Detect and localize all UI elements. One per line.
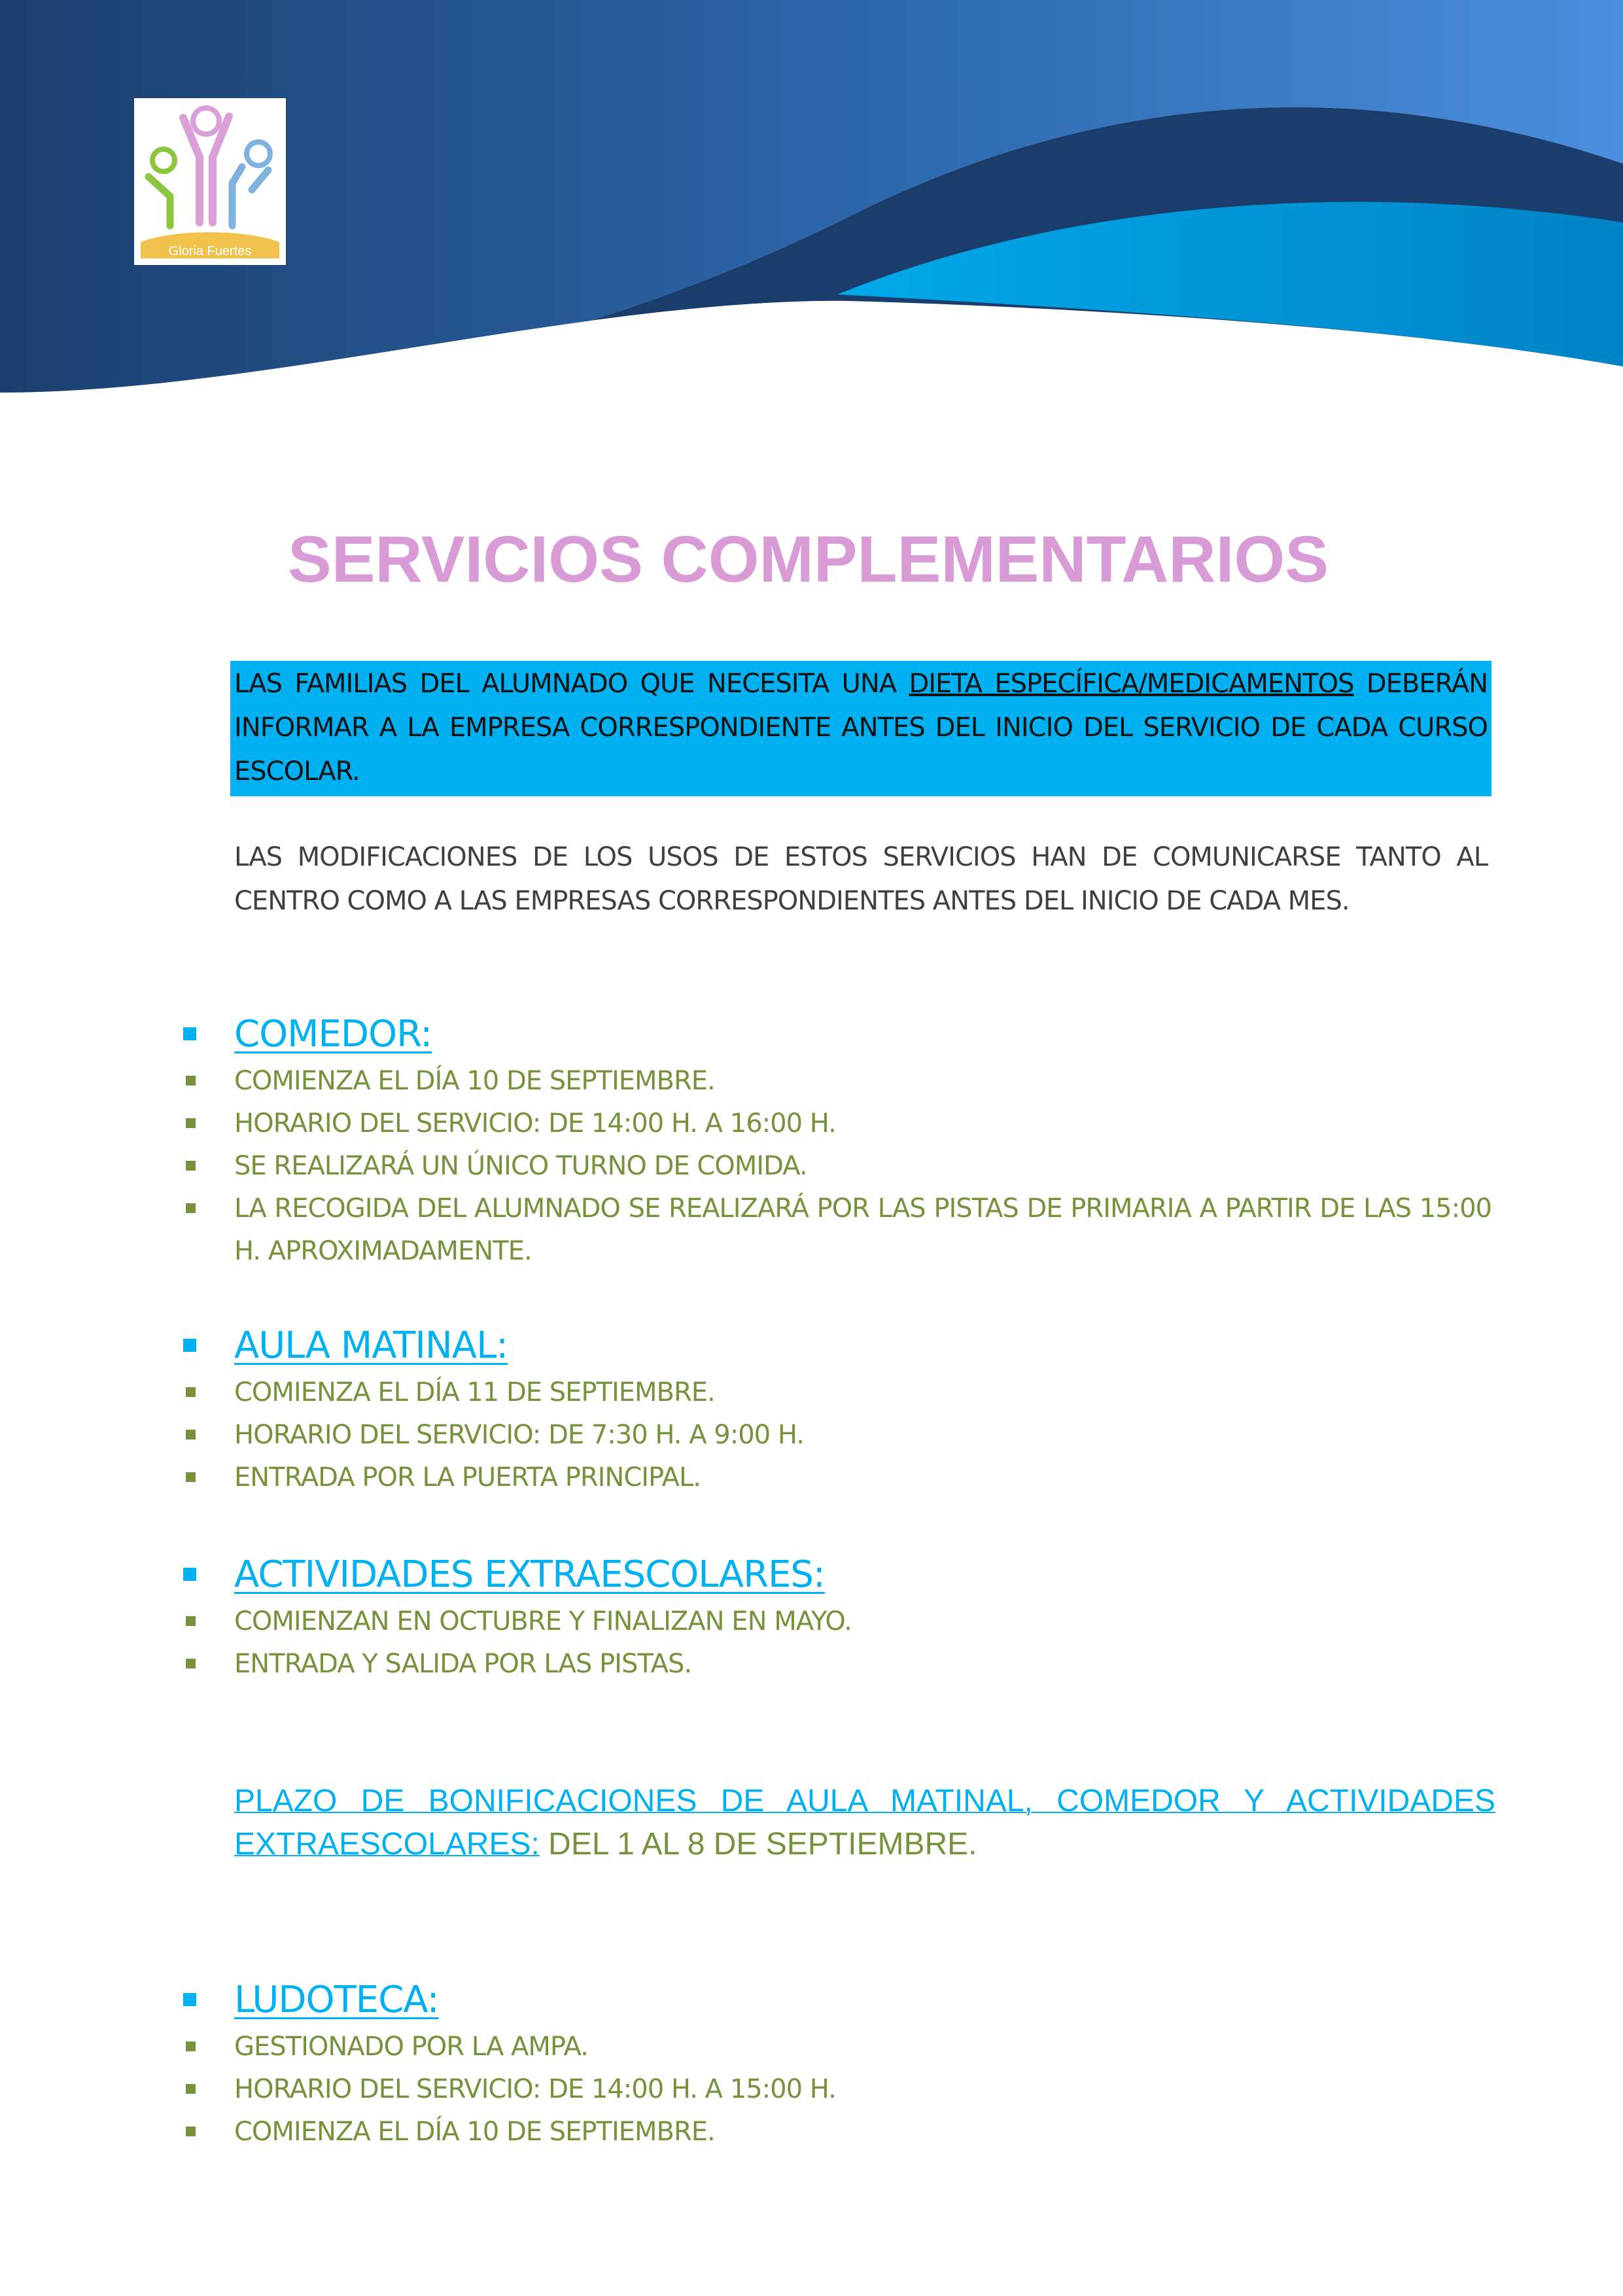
square-bullet-icon — [186, 1076, 196, 1086]
list-item-text: COMIENZAN EN OCTUBRE Y FINALIZAN EN MAYO. — [234, 1606, 852, 1636]
logo-text: Gloria Fuertes — [168, 244, 252, 258]
square-bullet-icon — [183, 1027, 196, 1040]
section-heading — [183, 1319, 1492, 1371]
section-ludoteca — [183, 1973, 1492, 2153]
list-item — [183, 1145, 1492, 1188]
square-bullet-icon — [186, 1659, 196, 1669]
section-heading — [183, 1548, 1492, 1600]
list-item-text: ENTRADA Y SALIDA POR LAS PISTAS. — [234, 1649, 692, 1679]
list-item-text: SE REALIZARÁ UN ÚNICO TURNO DE COMIDA. — [234, 1151, 807, 1181]
square-bullet-icon — [186, 1387, 196, 1397]
list-item-text: HORARIO DEL SERVICIO: DE 14:00 H. A 15:00 H. — [234, 2074, 836, 2104]
square-bullet-icon — [186, 2084, 196, 2094]
school-logo — [134, 98, 286, 265]
list-item — [183, 1060, 1492, 1103]
square-bullet-icon — [183, 1568, 196, 1581]
list-item-text: LA RECOGIDA DEL ALUMNADO SE REALIZARÁ POR LAS PISTAS DE PRIMARIA A PARTIR DE LAS 15:00 H. APROXIMADAMENTE. — [234, 1193, 1492, 1266]
modifications-notice: LAS MODIFICACIONES DE LOS USOS DE ESTOS SERVICIOS HAN DE COMUNICARSE TANTO AL CENTRO COMO A LAS EMPRESAS CORRESPONDIENTES ANTES DEL INICIO DE CADA MES. — [234, 842, 1488, 916]
bonificaciones-link[interactable]: PLAZO DE BONIFICACIONES DE AULA MATINAL, COMEDOR Y ACTIVIDADES EXTRAESCOLARES: — [234, 1784, 1495, 1862]
square-bullet-icon — [186, 1203, 196, 1213]
section-comedor — [183, 1008, 1492, 1273]
square-bullet-icon — [186, 1161, 196, 1171]
extraescolares-list — [183, 1600, 1492, 1686]
bonificaciones-dates: DEL 1 AL 8 DE SEPTIEMBRE. — [539, 1827, 977, 1862]
list-item-text: COMIENZA EL DÍA 11 DE SEPTIEMBRE. — [234, 1377, 715, 1407]
square-bullet-icon — [186, 1118, 196, 1128]
list-item-text: COMIENZA EL DÍA 10 DE SEPTIEMBRE. — [234, 2117, 715, 2147]
list-item — [183, 1103, 1492, 1145]
list-item — [183, 1600, 1492, 1643]
section-title-aula-matinal: AULA MATINAL: — [234, 1324, 508, 1367]
notice-underlined-text: DIETA ESPECÍFICA/MEDICAMENTOS — [909, 669, 1354, 699]
list-item — [183, 1457, 1492, 1499]
aula-matinal-list — [183, 1371, 1492, 1499]
list-item-text: COMIENZA EL DÍA 10 DE SEPTIEMBRE. — [234, 1066, 715, 1096]
list-item — [183, 1188, 1492, 1273]
square-bullet-icon — [186, 1430, 196, 1439]
section-heading — [183, 1008, 1492, 1060]
list-item — [183, 2026, 1492, 2068]
notice-text-after: DEBERÁN INFORMAR A LA EMPRESA CORRESPONDIENTE ANTES DEL INICIO DEL SERVICIO DE CADA CURSO ESCOLAR. — [234, 669, 1488, 786]
diet-notice — [230, 661, 1492, 796]
list-item-text: HORARIO DEL SERVICIO: DE 7:30 H. A 9:00 H. — [234, 1420, 804, 1450]
list-item-text: GESTIONADO POR LA AMPA. — [234, 2032, 588, 2062]
section-title-ludoteca: LUDOTECA: — [234, 1978, 439, 2021]
bonificaciones-deadline — [230, 1780, 1499, 1866]
notice-text-before: LAS FAMILIAS DEL ALUMNADO QUE NECESITA UNA — [234, 669, 909, 699]
square-bullet-icon — [186, 1616, 196, 1626]
page-title: SERVICIOS COMPLEMENTARIOS — [288, 523, 1329, 596]
list-item — [183, 1371, 1492, 1414]
square-bullet-icon — [183, 1993, 196, 2006]
list-item — [183, 2111, 1492, 2153]
list-item-text: HORARIO DEL SERVICIO: DE 14:00 H. A 16:00 H. — [234, 1108, 836, 1139]
logo-graphic — [134, 98, 286, 265]
list-item — [183, 1643, 1492, 1686]
square-bullet-icon — [186, 2041, 196, 2051]
section-extraescolares — [183, 1548, 1492, 1686]
section-heading — [183, 1973, 1492, 2026]
list-item — [183, 1414, 1492, 1457]
square-bullet-icon — [183, 1339, 196, 1352]
comedor-list — [183, 1060, 1492, 1273]
section-title-comedor: COMEDOR: — [234, 1012, 432, 1055]
square-bullet-icon — [186, 2127, 196, 2136]
list-item — [183, 2068, 1492, 2111]
list-item-text: ENTRADA POR LA PUERTA PRINCIPAL. — [234, 1462, 701, 1492]
section-aula-matinal — [183, 1319, 1492, 1499]
ludoteca-list — [183, 2026, 1492, 2153]
intro-content — [230, 661, 1492, 923]
section-title-extraescolares: ACTIVIDADES EXTRAESCOLARES: — [234, 1553, 825, 1596]
square-bullet-icon — [186, 1472, 196, 1482]
